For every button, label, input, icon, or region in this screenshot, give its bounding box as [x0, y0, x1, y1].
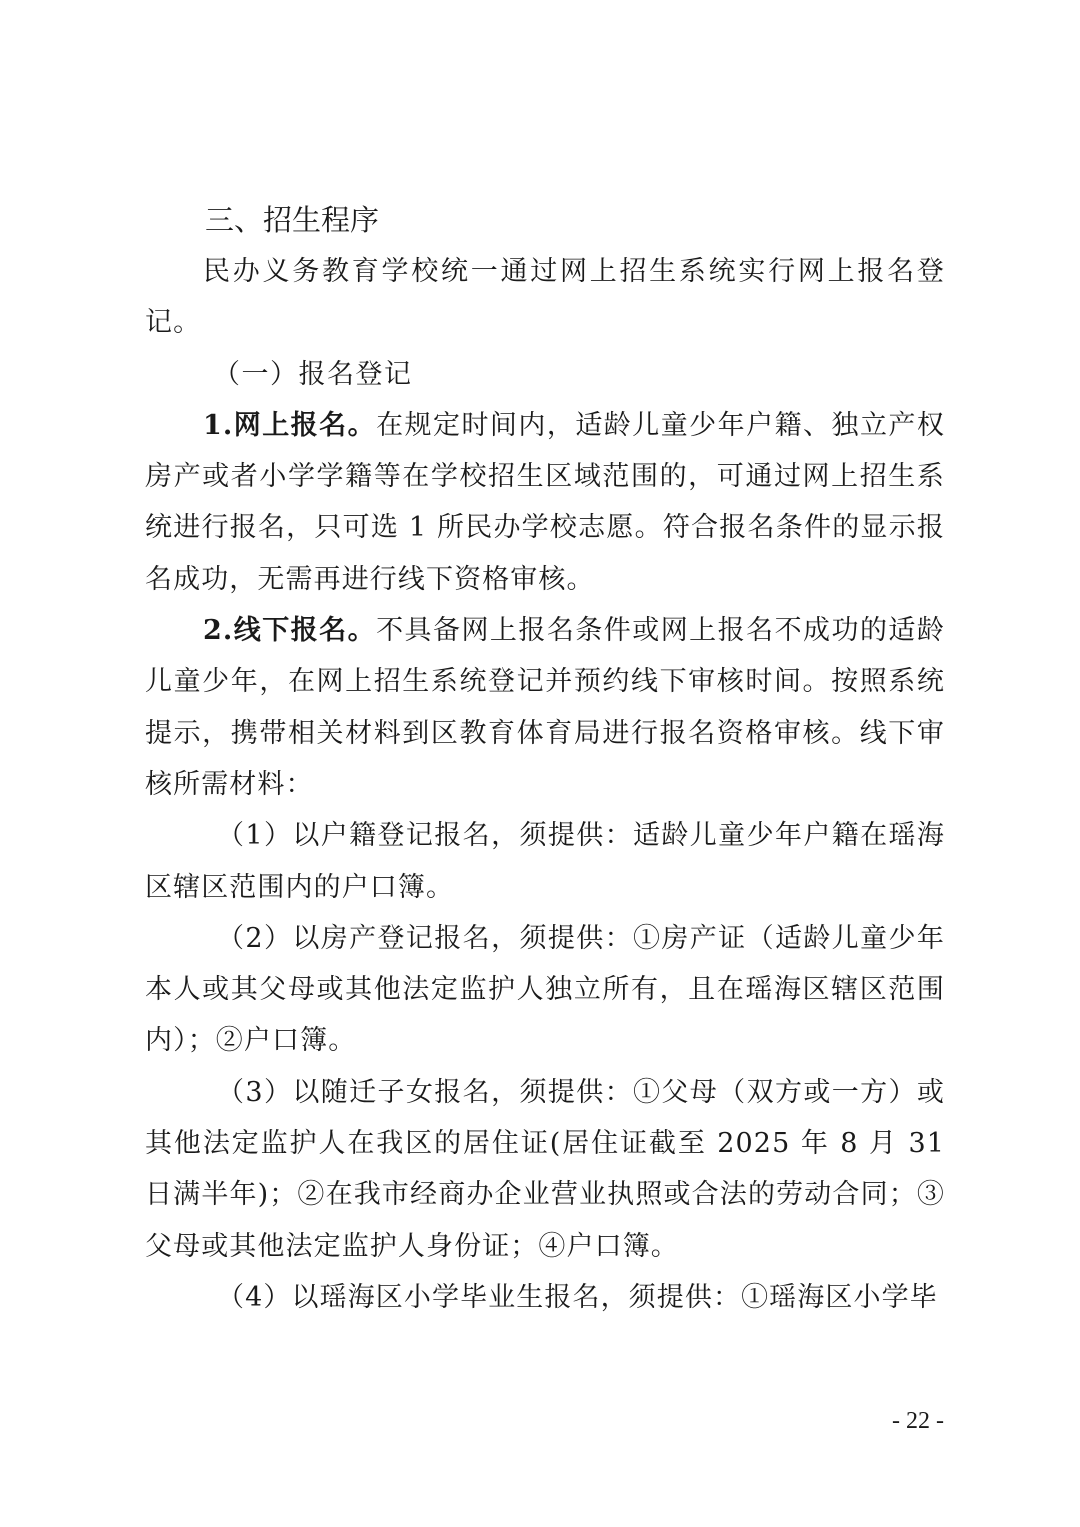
material-household-registration: （1）以户籍登记报名，须提供：适龄儿童少年户籍在瑶海区辖区范围内的户口簿。	[145, 820, 945, 903]
material-migrant-children: （3）以随迁子女报名，须提供：①父母（双方或一方）或其他法定监护人在我区的居住证(居住证截至 2025 年 8 月 31 日满半年)；②在我市经商办企业营业执照或合法的劳动合同；③父母或其他法定监护人身份证；④户口簿。	[145, 1076, 945, 1262]
section-intro: 民办义务教育学校统一通过网上招生系统实行网上报名登记。	[145, 256, 945, 339]
item-text: 不具备网上报名条件或网上报名不成功的适龄儿童少年，在网上招生系统登记并预约线下审核时间。按照系统提示，携带相关材料到区教育体育局进行报名资格审核。线下审核所需材料：	[145, 615, 946, 800]
page-number: - 22 -	[892, 1408, 944, 1434]
item-text: 在规定时间内，适龄儿童少年户籍、独立产权房产或者小学学籍等在学校招生区域范围的，可通过网上招生系统进行报名，只可选 1 所民办学校志愿。符合报名条件的显示报名成功，无需再进行线下资格审核。	[145, 409, 946, 595]
page-content	[145, 194, 945, 1323]
subsection-heading: （一）报名登记	[213, 358, 413, 390]
item-label: 2.线下报名。	[203, 615, 377, 647]
section-heading: 三、招生程序	[205, 203, 380, 237]
material-property-registration: （2）以房产登记报名，须提供：①房产证（适龄儿童少年本人或其父母或其他法定监护人独立所有，且在瑶海区辖区范围内）；②户口簿。	[145, 922, 945, 1057]
item-online-registration	[145, 400, 945, 605]
material-primary-graduates: （4）以瑶海区小学毕业生报名，须提供：①瑶海区小学毕	[217, 1281, 938, 1313]
item-label: 1.网上报名。	[203, 409, 377, 441]
item-offline-registration	[145, 605, 945, 810]
